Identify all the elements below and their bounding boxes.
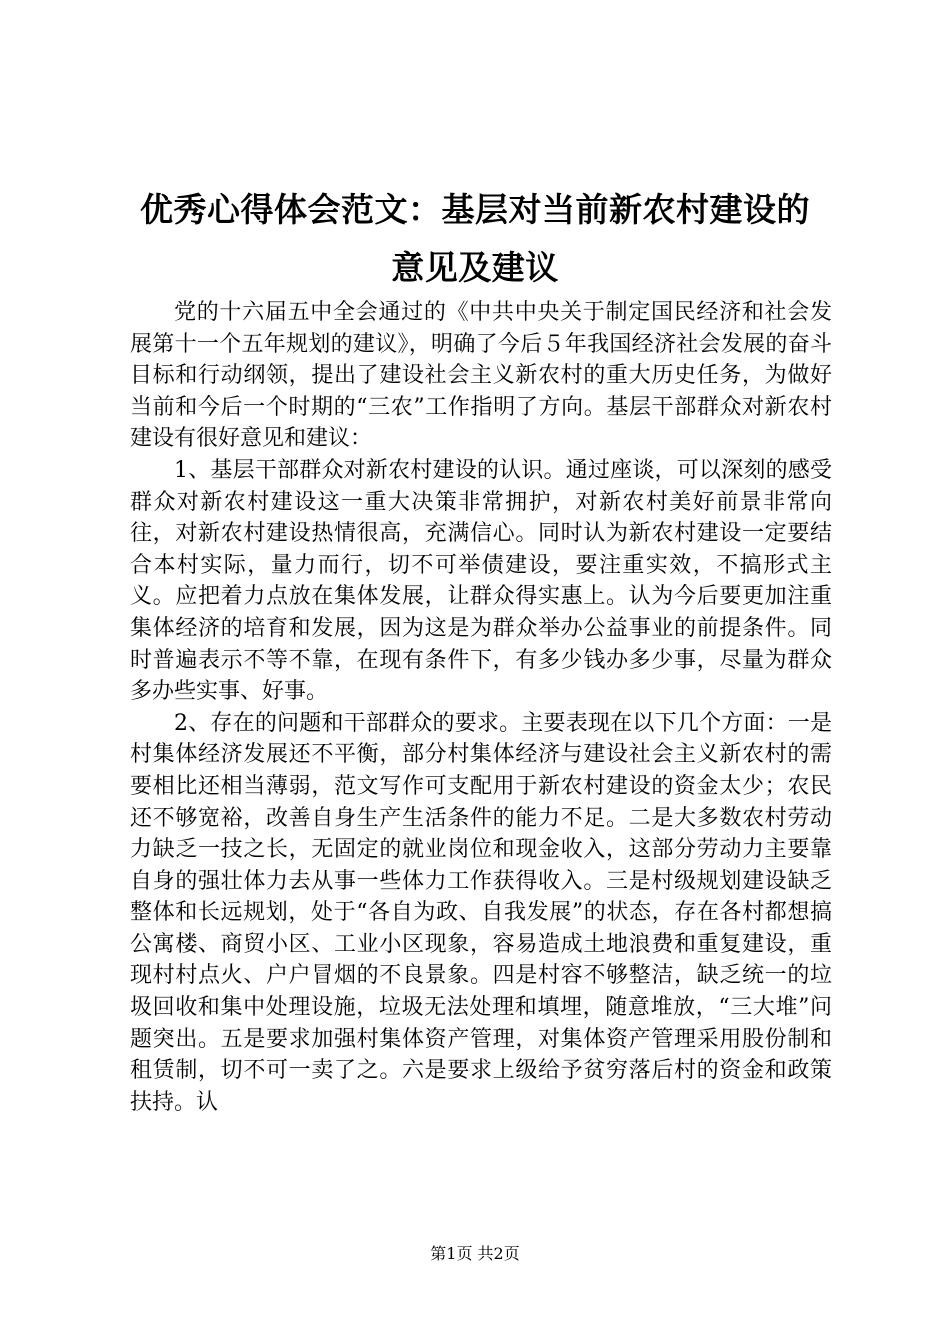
document-body: [130, 297, 832, 1118]
intro-paragraph: 党的十六届五中全会通过的《中共中央关于制定国民经济和社会发展第十一个五年规划的建议》，明确了今后５年我国经济社会发展的奋斗目标和行动纲领，提出了建设社会主义新农村的重大历史任务，为做好当前和今后一个时期的“三农”工作指明了方向。基层干部群众对新农村建设有很好意见和建议：: [130, 300, 832, 452]
document-title-line-1: 优秀心得体会范文：基层对当前新农村建设的: [140, 190, 810, 229]
section-1-paragraph: 1、基层干部群众对新农村建设的认识。通过座谈，可以深刻的感受群众对新农村建设这一重大决策非常拥护，对新农村美好前景非常向往，对新农村建设热情很高，充满信心。同时认为新农村建设一定要结合本村实际，量力而行，切不可举债建设，要注重实效，不搞形式主义。应把着力点放在集体发展，让群众得实惠上。认为今后要更加注重集体经济的培育和发展，因为这是为群众举办公益事业的前提条件。同时普遍表示不等不靠，在现有条件下，有多少钱办多少事，尽量为群众多办些实事、好事。: [130, 457, 832, 705]
page-number-footer: 第1页 共2页: [430, 1244, 520, 1263]
section-2-paragraph: 2、存在的问题和干部群众的要求。主要表现在以下几个方面：一是村集体经济发展还不平衡，部分村集体经济与建设社会主义新农村的需要相比还相当薄弱，范文写作可支配用于新农村建设的资金太少；农民还不够宽裕，改善自身生产生活条件的能力不足。二是大多数农村劳动力缺乏一技之长，无固定的就业岗位和现金收入，这部分劳动力主要靠自身的强壮体力去从事一些体力工作获得收入。三是村级规划建设缺乏整体和长远规划，处于“各自为政、自我发展”的状态，存在各村都想搞公寓楼、商贸小区、工业小区现象，容易造成土地浪费和重复建设，重现村村点火、户户冒烟的不良景象。四是村容不够整洁，缺乏统一的垃圾回收和集中处理设施，垃圾无法处理和填埋，随意堆放，“三大堆”问题突出。五是要求加强村集体资产管理，对集体资产管理采用股份制和租赁制，切不可一卖了之。六是要求上级给予贫穷落后村的资金和政策扶持。认: [130, 710, 832, 1115]
document-title-line-2: 意见及建议: [391, 248, 559, 287]
